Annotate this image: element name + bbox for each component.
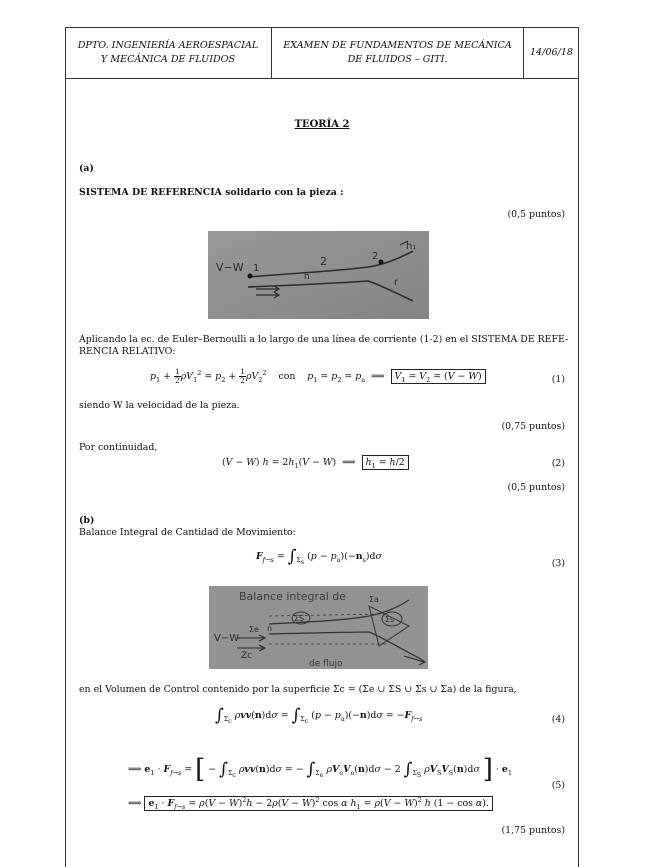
- equation-1-number: (1): [551, 374, 565, 385]
- handwritten-sketch-2: [209, 586, 428, 669]
- section-title: TEORÍA 2: [294, 119, 350, 130]
- reference-system-rest: solidario con la pieza :: [221, 187, 344, 198]
- part-a-label: (a): [79, 163, 94, 174]
- points-a3: (0,5 puntos): [507, 482, 565, 493]
- sketch-2-label-title: Balance integral de: [239, 590, 347, 603]
- sketch-1-label-2a: 2: [320, 255, 327, 268]
- reference-system-line: [79, 187, 344, 199]
- equation-3: $F_{f\to s} = \int_{\Sigma_s}$ $(p - p_a)(-n_s)d\sigma$: [256, 546, 382, 567]
- continuidad-text: Por continuidad,: [79, 442, 158, 453]
- department-line-2: Y MECÁNICA DE FLUIDOS: [100, 53, 236, 65]
- department-line-1: DPTO. INGENIERÍA AEROESPACIAL: [77, 39, 259, 51]
- sketch-2-label-sigma-s: Σs: [385, 615, 395, 624]
- sketch-1-label-velocity: V−W: [216, 261, 244, 274]
- points-a1: (0,5 puntos): [507, 209, 565, 220]
- exam-title-line-2: DE FLUIDOS – GITI.: [347, 53, 448, 65]
- eq1-con: con: [278, 371, 296, 382]
- equation-4-number: (4): [551, 714, 565, 725]
- bernoulli-paragraph-line-1: Aplicando la ec. de Euler–Bernoulli a lo largo de una línea de corriente (1-2) en el SISTEMA DE REFE-: [79, 334, 569, 345]
- points-a2: (0,75 puntos): [501, 421, 565, 432]
- points-b: (1,75 puntos): [501, 825, 565, 836]
- equation-5-line-2: ⟺ $e_1 \cdot F_{f\to s} = \rho(V - W)^2h - 2\rho(V - W)^2$ cos α $h_1 = \rho(V - W)^2$ h (1 − cos α).: [128, 796, 493, 811]
- sketch-2-label-zc: Zc: [241, 651, 253, 661]
- handwritten-sketch-1: [208, 231, 429, 319]
- equation-2: (V − W) $h = 2h_1(V - W)$ ⟹ $h_1 = h/2$: [222, 457, 409, 470]
- sketch-2-label-velocity: V−W: [214, 633, 240, 644]
- part-b-label: (b): [79, 515, 95, 526]
- exam-date: 14/06/18: [529, 46, 574, 58]
- sketch-1-label-h1: h₁: [406, 241, 417, 252]
- sketch-2-label-sigma-e: Σe: [249, 625, 259, 634]
- equation-5-number: (5): [551, 780, 565, 791]
- department-cell: [65, 27, 272, 78]
- equation-2-number: (2): [551, 458, 565, 469]
- sketch-2-label-sigma-S: ΣS: [294, 614, 305, 623]
- sketch-1-label-h: h: [304, 272, 310, 282]
- sketch-1-label-1: 1: [253, 263, 260, 274]
- sketch-1-label-2b: 2: [372, 251, 379, 262]
- exam-title-line-1: EXAMEN DE FUNDAMENTOS DE MECÁNICA: [283, 39, 512, 51]
- bernoulli-paragraph-line-2: RENCIA RELATIVO:: [79, 346, 176, 357]
- equation-3-number: (3): [551, 558, 565, 569]
- equation-1: $p_1$ + $\frac{1}{2}$ $\rho V_1^2 = p_2$ + $\frac{1}{2}$ $\rho V_2^2$ con $p_1 = p_2 = p_a$ ⟹ $V_1 = V_2 = (V - W)$: [150, 368, 486, 385]
- exam-title-cell: [272, 27, 524, 78]
- sketch-2-label-n: n: [267, 624, 273, 633]
- sketch-2-label-sigma-a: Σa: [369, 595, 379, 604]
- reference-system-bold: SISTEMA DE REFERENCIA: [79, 187, 222, 198]
- siendo-text: siendo W la velocidad de la pieza.: [79, 400, 240, 411]
- date-cell: [524, 27, 579, 78]
- equation-4: $\int_{\Sigma_c}$ $\rho vv(n)d\sigma = \int_{\Sigma_c}$ $(p - p_a)(-n)d\sigma = -F_{f\to s}$: [215, 705, 423, 726]
- sketch-1-label-r: r: [394, 277, 399, 288]
- sketch-2-label-bottom: de flujo: [309, 659, 343, 669]
- control-volume-text: en el Volumen de Control contenido por la superficie Σc = (Σe ∪ ΣS ∪ Σs ∪ Σa) de la figura,: [79, 684, 517, 695]
- balance-text: Balance Integral de Cantidad de Movimiento:: [79, 527, 296, 538]
- sketch-2-drawing: [209, 586, 428, 669]
- exam-header: [65, 27, 579, 79]
- sketch-1-drawing: [208, 231, 429, 319]
- equation-5-line-1: ⟹ $e_1 \cdot F_{f\to s}$ = [ − $\int_{\Sigma_c}$ ρvv(n)dσ = − $\int_{\Sigma_e}$ $\rho V_eV_e(n)d\sigma - 2$ $\int_{\Sigma_S}$ $\rho V_SV_S(n)d\sigma$ ] · $e_1$: [128, 754, 512, 785]
